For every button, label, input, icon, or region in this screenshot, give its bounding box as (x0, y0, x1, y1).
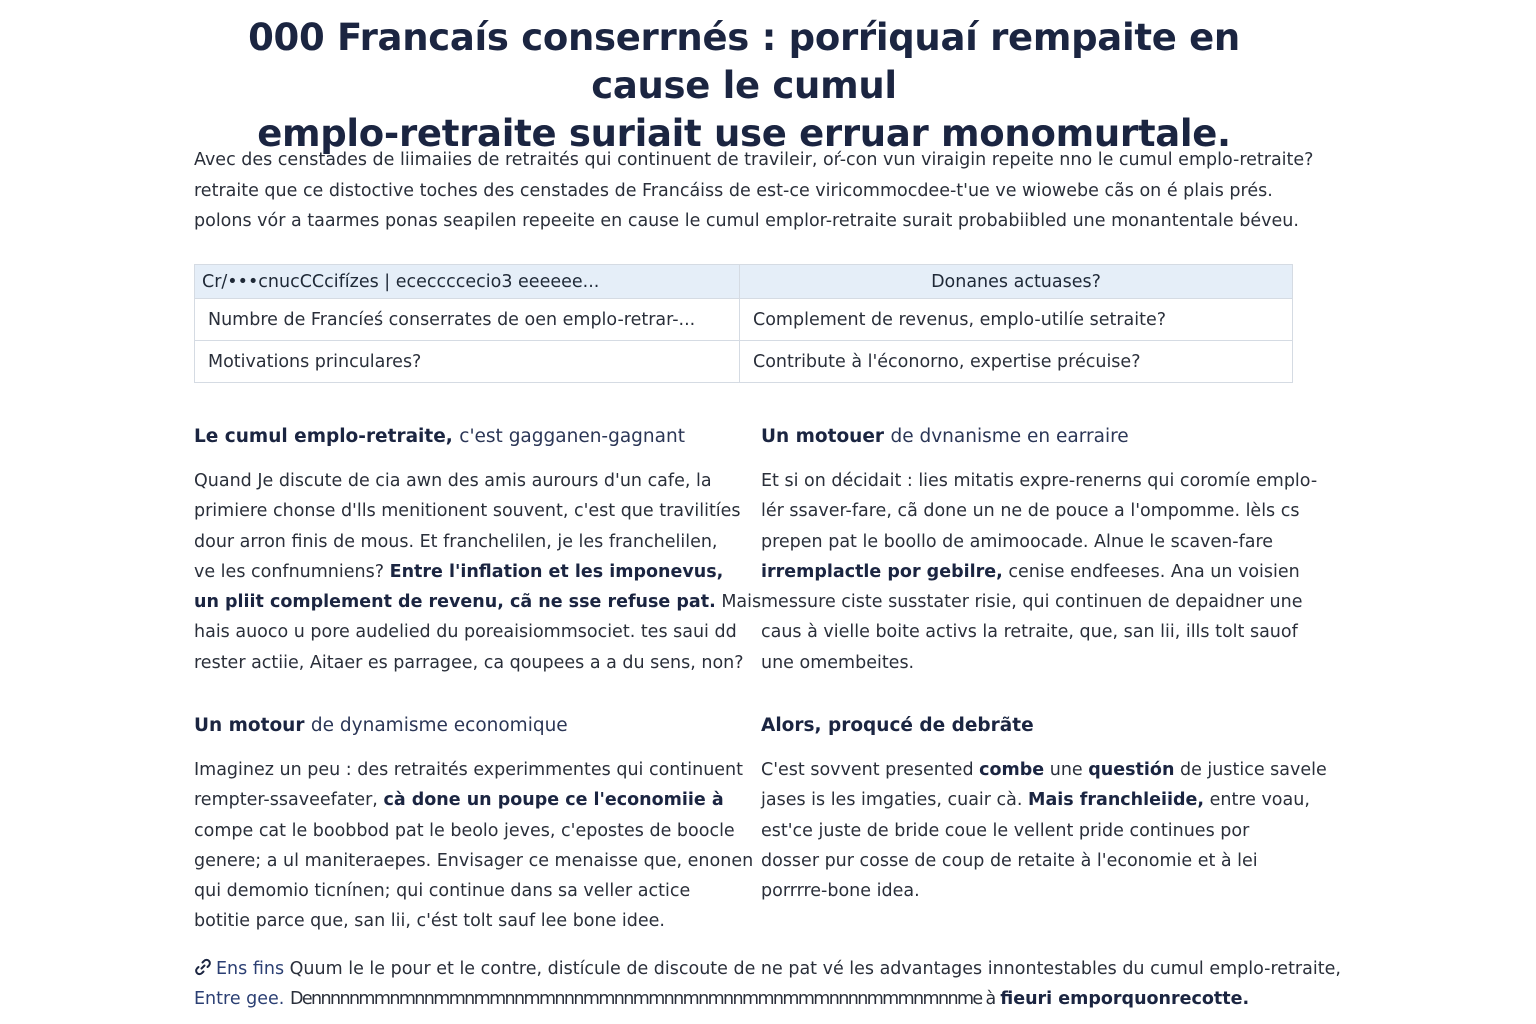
link-icon (194, 954, 212, 984)
body-line (761, 816, 1301, 846)
title-line-2: emplo-retraite suriait use erruar monomurtale. (257, 112, 1231, 155)
text: jases is les imgaties, cuair cà. (761, 790, 1023, 811)
intro-paragraph (194, 145, 1314, 237)
table-cell: Numbre de Francíeś conserrates de oen emplo-retrar-... (195, 299, 740, 341)
text: hais auoco u pore audelied du poreaisiommsociet. tes saui dd (194, 622, 737, 643)
section-body (761, 755, 1327, 906)
table-header-row (195, 265, 1293, 299)
body-line (194, 587, 762, 617)
section-heading (761, 420, 1301, 454)
text: rester actiie, Aitaer es parragee, ca qoupees a a du sens, non? (194, 652, 744, 673)
text: cenise endfeeses. Ana un voisien (1008, 561, 1300, 582)
text: porrrre-bone idea. (761, 881, 920, 902)
intro-line: polons vór a taarmes ponas seapilen repeeite en cause le cumul emplor-retraite surait probabiibled une monantentale béveu. (194, 211, 1299, 231)
text: genere; a ul maniteraepes. Envisager ce menaisse que, enonen (194, 850, 754, 871)
text: Et si on décidait : lies mitatis expre-renerns qui coromíe emplo- (761, 471, 1318, 491)
conclusion-line-2 (194, 984, 1294, 1014)
emphasis: Mais franchleiide, (1028, 790, 1205, 811)
table-cell: Motivations princulares? (195, 341, 740, 383)
body-line (194, 617, 737, 647)
table-header-data: Donanes actuases? (740, 265, 1293, 299)
body-line (194, 755, 744, 785)
table-row (195, 299, 1293, 341)
body-line (194, 876, 734, 906)
text: messure ciste susstater risie, qui continuen de depaidner une (761, 592, 1303, 613)
body-line (761, 496, 1301, 526)
summary-table (194, 264, 1293, 383)
body-line (761, 527, 1301, 557)
body-line (194, 527, 734, 557)
body-line (194, 816, 734, 846)
text: primiere chonse d'lls menitionent souvent, c'est que travilitíes (194, 501, 741, 522)
table-cell: Complement de revenus, emplo-utilíe setraite? (740, 299, 1293, 341)
intro-line: Avec des censtades de liimaiies de retraités qui continuent de travileir, oŕ-con vun viraigin repeite nno le cumul emplo-retraite? (194, 150, 1314, 170)
text: caus à vielle boite activs la retraite, que, san lii, ills tolt sauof (761, 622, 1298, 643)
body-line (194, 496, 741, 526)
text: botitie parce que, san lii, c'ést tolt sauf lee bone idee. (194, 911, 665, 932)
table-header-criteria: Cr/•••cnucCCcifízes | ececcccecio3 eeeeee... (195, 265, 740, 299)
conclusion-text: Dennnnnmmnmnnmmnmmnnmmnnnmmnnmmnnmnmnnmmnmmmnnnnmmmnmnnme à (289, 989, 995, 1010)
conclusion-text: Quum le le pour et le contre, distícule de discoute de ne pat vé les advantages innontestables du cumul emplo-retraite, (289, 959, 1341, 979)
body-line (194, 557, 734, 587)
body-line (194, 846, 754, 876)
title-line-1: 000 Francaís conserrnés : porŕiquaí rempaite en cause le cumul (248, 16, 1240, 107)
text: ve les confnumniens? (194, 561, 385, 582)
body-line (194, 466, 734, 496)
section-heading (194, 709, 734, 743)
emphasis: questión (1088, 760, 1175, 780)
body-line (761, 785, 1310, 815)
body-line (761, 755, 1327, 785)
heading-bold: Alors, proqucé de debrãte (761, 715, 1034, 736)
table-row (195, 341, 1293, 383)
heading-light: de dvnanisme en earraire (890, 426, 1129, 447)
heading-light: c'est gagganen-gagnant (459, 426, 685, 447)
text: Quand Je discute de cia awn des amis aurours d'un cafe, la (194, 471, 712, 491)
conclusion-emphasis: fieuri emporquonrecotte. (1000, 989, 1250, 1010)
section-heading (761, 709, 1301, 743)
text: compe cat le boobbod pat le beolo jeves, c'epostes de boocle (194, 820, 735, 841)
text: entre voau, (1209, 790, 1310, 811)
body-line (761, 587, 1301, 617)
heading-bold: Un motouer (761, 426, 885, 447)
body-line (194, 648, 744, 678)
text: dosser pur cosse de coup de retaite à l'economie et à lei (761, 850, 1258, 871)
intro-line: retraite que ce distoctive toches des censtades de Francáiss de est-ce viricommocdee-t'ue ve wiowebe cãs on é plais prés. (194, 180, 1273, 201)
text: une omembeites. (761, 652, 915, 673)
section-body (194, 755, 754, 937)
text: dour arron finis de mous. Et franchelilen, je les franchelilen, (194, 531, 718, 552)
body-line (761, 557, 1301, 587)
section-body (761, 466, 1318, 678)
conclusion (194, 954, 1341, 1015)
section-motouer-dynamisme (761, 420, 1318, 678)
emphasis: cà done un poupe ce l'economiie à (383, 790, 724, 811)
conclusion-line-1 (194, 954, 1341, 984)
article-title (194, 14, 1294, 158)
body-line (761, 876, 1301, 906)
section-debat (761, 709, 1327, 906)
body-line (761, 617, 1301, 647)
text: est'ce juste de bride coue le vellent pride continues por (761, 820, 1250, 841)
body-line (761, 648, 1301, 678)
text: C'est sovvent presented (761, 760, 974, 780)
text: Mais (721, 592, 762, 613)
section-body (194, 466, 762, 678)
text: qui demomio ticnínen; qui continue dans sa veller actice (194, 881, 691, 902)
table-cell: Contribute à l'éconorno, expertise précuise? (740, 341, 1293, 383)
section-heading (194, 420, 734, 454)
heading-bold: Le cumul emplo-retraite, (194, 426, 453, 447)
body-line (761, 846, 1301, 876)
heading-light: de dynamisme economique (310, 715, 568, 736)
conclusion-lead: Ens fins (216, 959, 285, 979)
body-line (761, 466, 1318, 496)
text: de justice savele (1179, 760, 1327, 780)
emphasis: combe (979, 760, 1045, 780)
text: rempter-ssaveefater, (194, 790, 378, 811)
body-line (194, 906, 734, 936)
text: prepen pat le boollo de amimoocade. Alnue le scaven-fare (761, 531, 1274, 552)
heading-bold: Un motour (194, 715, 305, 736)
emphasis: Entre l'inflation et les imponevus, (389, 561, 724, 582)
section-cumul-gagnant (194, 420, 762, 678)
text: Imaginez un peu : des retraités experimmentes qui continuent (194, 760, 744, 780)
conclusion-lead: Entre gee. (194, 989, 285, 1010)
text: une (1049, 760, 1083, 780)
emphasis: irremplactle por gebilre, (761, 561, 1003, 582)
text: lér ssaver-fare, cã done un ne de pouce a l'ompomme. lèls cs (761, 501, 1300, 522)
body-line (194, 785, 734, 815)
section-motour-economique (194, 709, 754, 937)
emphasis: un pliit complement de revenu, cã ne sse refuse pat. (194, 592, 716, 613)
